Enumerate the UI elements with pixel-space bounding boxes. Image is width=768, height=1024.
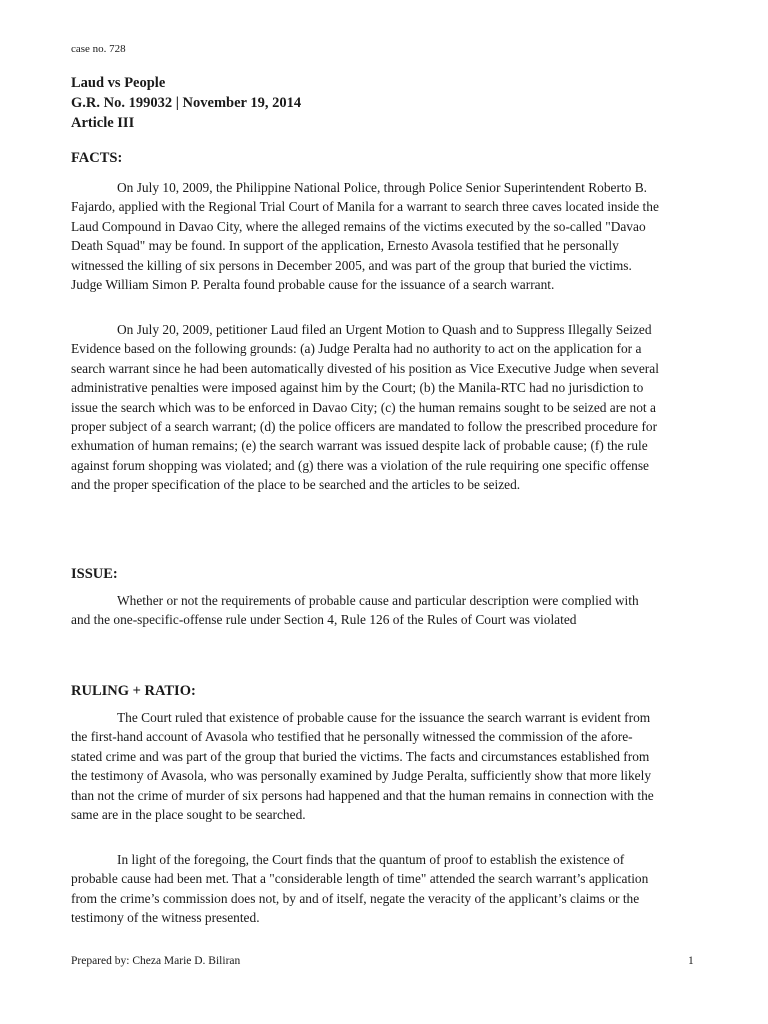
ruling-paragraph-2: In light of the foregoing, the Court finds that the quantum of proof to establish the existence of probable cause had been met. That a "considerable length of time" attended the search warrant’s application from the crime’s commission does not, by and of itself, negate the veracity of the applicant’s claims or the testimony of the witness presented.: [71, 852, 649, 926]
case-number: case no. 728: [71, 43, 126, 55]
facts-paragraph-2: On July 20, 2009, petitioner Laud filed an Urgent Motion to Quash and to Suppress Illegally Seized Evidence based on the following grounds: (a) Judge Peralta had no authority to act on the application for a search warrant since he had been automatically divested of his position as Vice Executive Judge when several administrative penalties were imposed against him by the Court; (b) the Manila-RTC had no jurisdiction to issue the search which was to be enforced in Davao City; (c) the human remains sought to be seized are not a proper subject of a search warrant; (d) the police officers are mandated to follow the prescribed procedure for exhumation of human remains; (e) the search warrant was issued despite lack of probable cause; (f) the rule against forum shopping was violated; and (g) there was a violation of the rule requiring one specific offense and the proper specification of the place to be searched and the articles to be seized.: [71, 322, 659, 493]
issue-paragraph: Whether or not the requirements of probable cause and particular description were complied with and the one-specific-offense rule under Section 4, Rule 126 of the Rules of Court was violated: [71, 593, 639, 628]
ruling-heading: RULING + RATIO:: [71, 683, 196, 699]
facts-heading: FACTS:: [71, 150, 123, 166]
page-number: 1: [688, 955, 694, 967]
case-title: Laud vs People: [71, 75, 166, 91]
facts-paragraph-1: On July 10, 2009, the Philippine National Police, through Police Senior Superintendent Roberto B. Fajardo, applied with the Regional Trial Court of Manila for a warrant to search three caves located inside the Laud Compound in Davao City, where the alleged remains of the victims executed by the so-called "Davao Death Squad" may be found. In support of the application, Ernesto Avasola testified that he personally witnessed the killing of six persons in December 2005, and was part of the group that buried the victims. Judge William Simon P. Peralta found probable cause for the issuance of a search warrant.: [71, 180, 659, 293]
gr-number-date: G.R. No. 199032 | November 19, 2014: [71, 95, 302, 111]
ruling-paragraph-1: The Court ruled that existence of probable cause for the issuance the search warrant is evident from the first-hand account of Avasola who testified that he personally witnessed the commission of the afore-stated crime and was part of the group that buried the victims. The facts and circumstances established from the testimony of Avasola, who was personally examined by Judge Peralta, sufficiently show that more likely than not the crime of murder of six persons had happened and that the human remains in connection with the same are in the place sought to be searched.: [71, 710, 654, 823]
issue-heading: ISSUE:: [71, 566, 118, 582]
article-label: Article III: [71, 115, 135, 131]
prepared-by: Prepared by: Cheza Marie D. Biliran: [71, 955, 241, 967]
